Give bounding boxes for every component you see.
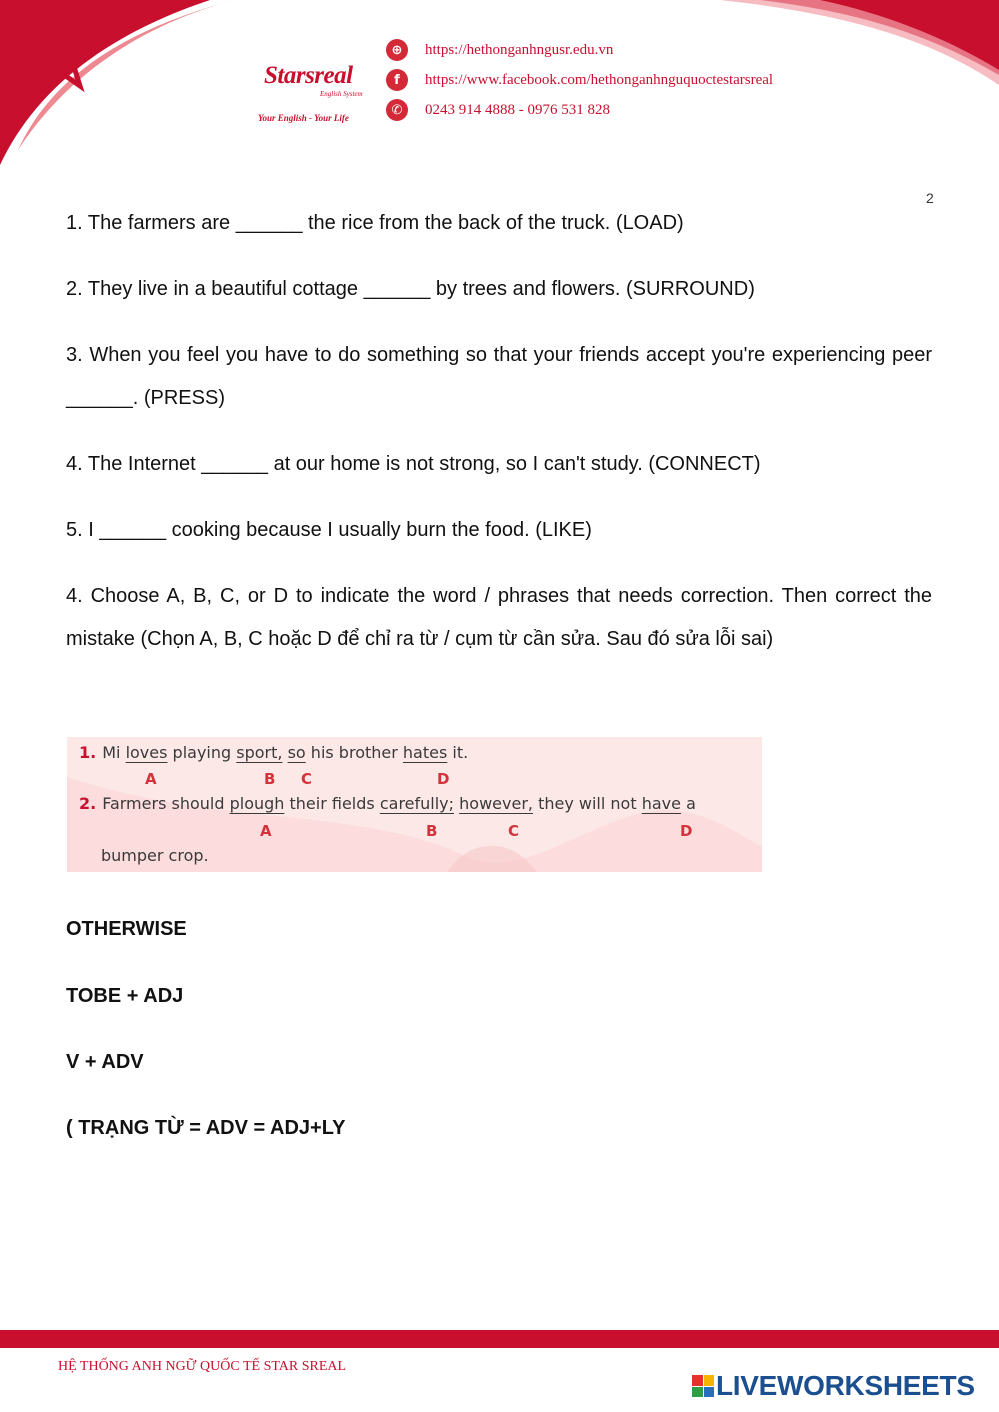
item-1-option-b-word: sport, — [236, 743, 283, 762]
item-2-label-a: A — [260, 822, 272, 840]
question-1: 1. The farmers are ______ the rice from the back of the truck. (LOAD) — [66, 212, 684, 234]
item-1-option-c-word: so — [287, 743, 306, 762]
facebook-icon: f — [386, 69, 408, 91]
item-1-part: his brother — [310, 743, 398, 762]
item-1-option-d-word: hates — [402, 743, 448, 762]
logo-name: Starsreal — [264, 62, 353, 89]
item-1-part: Mi — [102, 743, 121, 762]
liveworksheets-brand: LIVEWORKSHEETS — [716, 1370, 975, 1401]
section-4-instruction — [66, 575, 932, 660]
item-1-part: it. — [452, 743, 469, 762]
question-4: 4. The Internet ______ at our home is not strong, so I can't study. (CONNECT) — [66, 453, 761, 475]
liveworksheets-logo[interactable] — [692, 1370, 975, 1402]
question-3-text: 3. When you feel you have to do something so that your friends accept you're experiencing peer ______. (PRESS) — [66, 344, 932, 409]
section-4-text: 4. Choose A, B, C, or D to indicate the word / phrases that needs correction. Then correct the mistake (Chọn A, B, C hoặc D để chỉ ra từ / cụm từ cần sửa. Sau đó sửa lỗi sai) — [66, 585, 932, 650]
item-2-option-d-word: have — [641, 794, 681, 813]
header-swoosh — [0, 0, 999, 190]
exercise-item-2 — [79, 794, 696, 813]
note-tobe-adj: TOBE + ADJ — [66, 985, 184, 1007]
item-2-label-d: D — [680, 822, 693, 840]
starsreal-logo-star — [0, 0, 130, 96]
website-link[interactable]: https://hethonganhngusr.edu.vn — [425, 41, 614, 58]
phone-numbers: 0243 914 4888 - 0976 531 828 — [425, 101, 610, 118]
question-2: 2. They live in a beautiful cottage ______ by trees and flowers. (SURROUND) — [66, 278, 755, 300]
item-1-label-a: A — [145, 770, 157, 788]
item-2-option-c-word: however, — [459, 794, 533, 813]
item-2-number: 2. — [79, 794, 97, 813]
item-1-part: playing — [172, 743, 232, 762]
item-2-option-a-word: plough — [229, 794, 285, 813]
page-header — [0, 0, 999, 190]
contact-website[interactable] — [386, 38, 613, 62]
item-2-label-b: B — [426, 822, 438, 840]
contact-phone — [386, 98, 610, 122]
phone-icon: ✆ — [386, 99, 408, 121]
item-1-option-a-word: loves — [125, 743, 168, 762]
page-number: 2 — [926, 190, 934, 206]
globe-icon: ⊕ — [386, 39, 408, 61]
logo-tagline: Your English - Your Life — [258, 113, 349, 123]
question-5: 5. I ______ cooking because I usually burn the food. (LIKE) — [66, 519, 592, 541]
item-1-label-c: C — [301, 770, 313, 788]
footer-bar — [0, 1330, 999, 1348]
facebook-link[interactable]: https://www.facebook.com/hethonganhnguquoctestarsreal — [425, 71, 774, 88]
item-1-label-b: B — [264, 770, 276, 788]
question-3 — [66, 334, 932, 419]
item-1-number: 1. — [79, 743, 97, 762]
exercise-item-1 — [79, 743, 468, 762]
item-2-part: they will not — [538, 794, 637, 813]
note-otherwise: OTHERWISE — [66, 918, 187, 940]
item-2-continuation: bumper crop. — [101, 846, 209, 865]
contact-facebook[interactable] — [386, 68, 773, 92]
error-correction-exercise-image — [67, 737, 762, 872]
item-2-part: their fields — [289, 794, 375, 813]
item-2-label-c: C — [508, 822, 520, 840]
liveworksheets-grid-icon — [692, 1375, 714, 1397]
note-adverb-rule: ( TRẠNG TỪ = ADV = ADJ+LY — [66, 1117, 346, 1139]
logo-subtitle: English System — [320, 90, 363, 98]
item-2-part: Farmers should — [102, 794, 225, 813]
footer-org-name: HỆ THỐNG ANH NGỮ QUỐC TẾ STAR SREAL — [58, 1359, 347, 1374]
item-2-option-b-word: carefully; — [379, 794, 455, 813]
note-v-adv: V + ADV — [66, 1051, 144, 1073]
item-2-part: a — [686, 794, 696, 813]
item-1-label-d: D — [437, 770, 450, 788]
